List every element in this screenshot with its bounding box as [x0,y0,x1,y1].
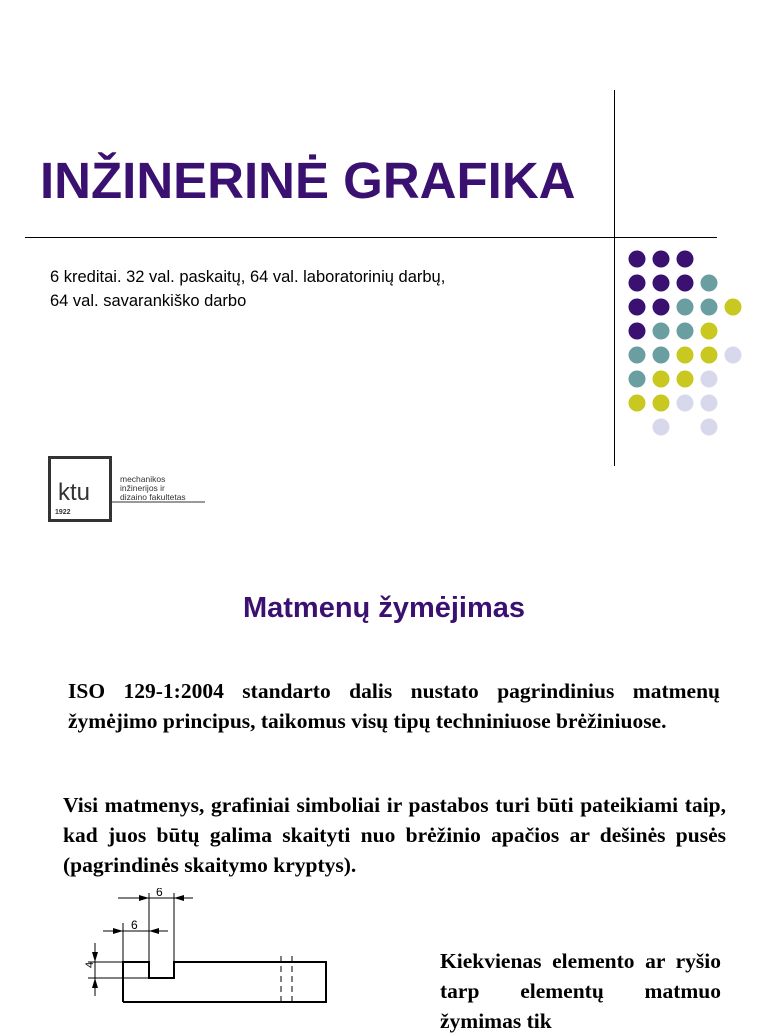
decorative-dot [653,371,670,388]
decorative-dot [725,299,742,316]
decorative-dot [701,419,718,436]
decorative-dot [653,419,670,436]
dimension-left-label: 6 [131,918,138,932]
decorative-dot [677,251,694,268]
decorative-dot [677,395,694,412]
decorative-dot [701,395,718,412]
decorative-dot [725,347,742,364]
decorative-dot [701,347,718,364]
slide-title: INŽINERINĖ GRAFIKA [40,152,576,209]
logo-faculty-line-2: inžinerijos ir [120,483,165,493]
decorative-dot [629,347,646,364]
decorative-dot [677,371,694,388]
decorative-dot [629,251,646,268]
decorative-dot [677,299,694,316]
paragraph-iso-standard: ISO 129-1:2004 standarto dalis nustato pagrindinius matmenų žymėjimo principus, taikomus visų tipų techniniuose brėžiniuose. [68,679,720,733]
course-info-line-2: 64 val. savarankiško darbo [50,292,247,310]
decorative-dot [701,299,718,316]
logo-year: 1922 [55,509,71,516]
section-heading: Matmenų žymėjimas [242,592,526,624]
vertical-divider [614,90,615,466]
decorative-dot [629,299,646,316]
paragraph-reading-directions: Visi matmenys, grafiniai simboliai ir pastabos turi būti pateikiami taip, kad juos būtų galima skaityti nuo brėžinio apačios ar dešinės pusės (pagrindinės skaitymo kryptys). [63,793,726,877]
decorative-dot [701,371,718,388]
logo-faculty-line-3: dizaino fakultetas [120,492,186,502]
paragraph-element-dimension: Kiekvienas elemento ar ryšio tarp elementų matmuo žymimas tik [440,949,721,1033]
decorative-dot [701,323,718,340]
logo-faculty-line-1: mechanikos [120,474,166,484]
decorative-dot [629,323,646,340]
logo-brand: ktu [58,479,91,506]
dimensioned-part-drawing [78,888,368,1024]
decorative-dot [653,347,670,364]
decorative-dot [653,323,670,340]
dimension-vertical-label: 4 [84,961,96,968]
decorative-dot [701,275,718,292]
decorative-dot [677,323,694,340]
course-info [50,265,445,313]
decorative-dot [653,299,670,316]
decorative-dot [653,251,670,268]
decorative-dot [629,371,646,388]
decorative-dot [677,275,694,292]
horizontal-divider [25,237,717,238]
decorative-dot [677,347,694,364]
dimension-top-label: 6 [156,888,163,899]
decorative-dot [653,395,670,412]
ktu-logo [48,456,218,524]
decorative-dot-grid [620,246,760,441]
decorative-dot [629,275,646,292]
decorative-dot [629,395,646,412]
decorative-dot [653,275,670,292]
course-info-line-1: 6 kreditai. 32 val. paskaitų, 64 val. laboratorinių darbų, [50,268,446,286]
